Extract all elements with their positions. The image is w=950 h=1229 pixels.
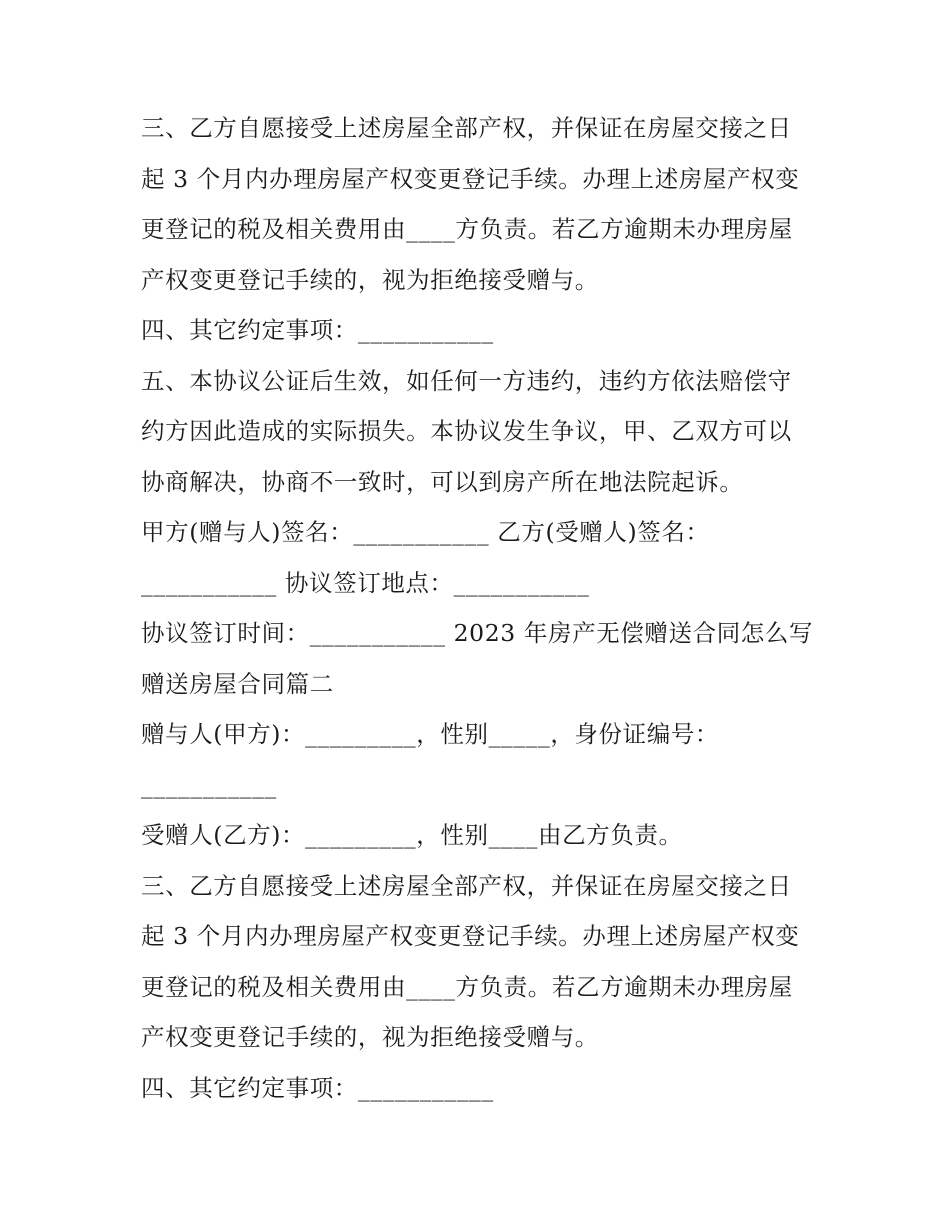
- text-line-12: 赠送房屋合同篇二: [141, 669, 334, 698]
- text-line-2: 起 3 个月内办理房屋产权变更登记手续。办理上述房屋产权变: [141, 164, 800, 193]
- text-line-5: 四、其它约定事项：___________: [141, 316, 494, 344]
- text-line-6: 五、本协议公证后生效，如任何一方违约，违约方依法赔偿守: [141, 366, 792, 395]
- text-line-11: 协议签订时间：___________ 2023 年房产无偿赠送合同怎么写: [141, 619, 814, 647]
- text-line-19: 产权变更登记手续的，视为拒绝接受赠与。: [141, 1023, 599, 1051]
- text-line-9: 甲方(赠与人)签名：___________ 乙方(受赠人)签名：: [141, 518, 710, 546]
- text-line-18: 更登记的税及相关费用由____方负责。若乙方逾期未办理房屋: [141, 972, 793, 1001]
- text-line-17: 起 3 个月内办理房屋产权变更登记手续。办理上述房屋产权变: [141, 922, 800, 950]
- text-line-7: 约方因此造成的实际损失。本协议发生争议，甲、乙双方可以: [141, 417, 792, 445]
- text-line-14: ___________: [141, 770, 277, 799]
- text-line-20: 四、其它约定事项：___________: [141, 1073, 494, 1102]
- text-line-13: 赠与人(甲方)：_________，性别_____，身份证编号：: [141, 720, 720, 748]
- text-line-15: 受赠人(乙方)：_________，性别____由乙方负责。: [141, 821, 683, 849]
- text-line-3: 更登记的税及相关费用由____方负责。若乙方逾期未办理房屋: [141, 215, 793, 243]
- text-line-10: ___________ 协议签订地点：___________: [141, 568, 590, 597]
- text-line-1: 三、乙方自愿接受上述房屋全部产权，并保证在房屋交接之日: [141, 114, 792, 142]
- text-line-16: 三、乙方自愿接受上述房屋全部产权，并保证在房屋交接之日: [141, 871, 792, 900]
- document-body: [141, 103, 821, 1113]
- text-line-8: 协商解决，协商不一致时，可以到房产所在地法院起诉。: [141, 467, 744, 496]
- text-line-4: 产权变更登记手续的，视为拒绝接受赠与。: [141, 265, 599, 294]
